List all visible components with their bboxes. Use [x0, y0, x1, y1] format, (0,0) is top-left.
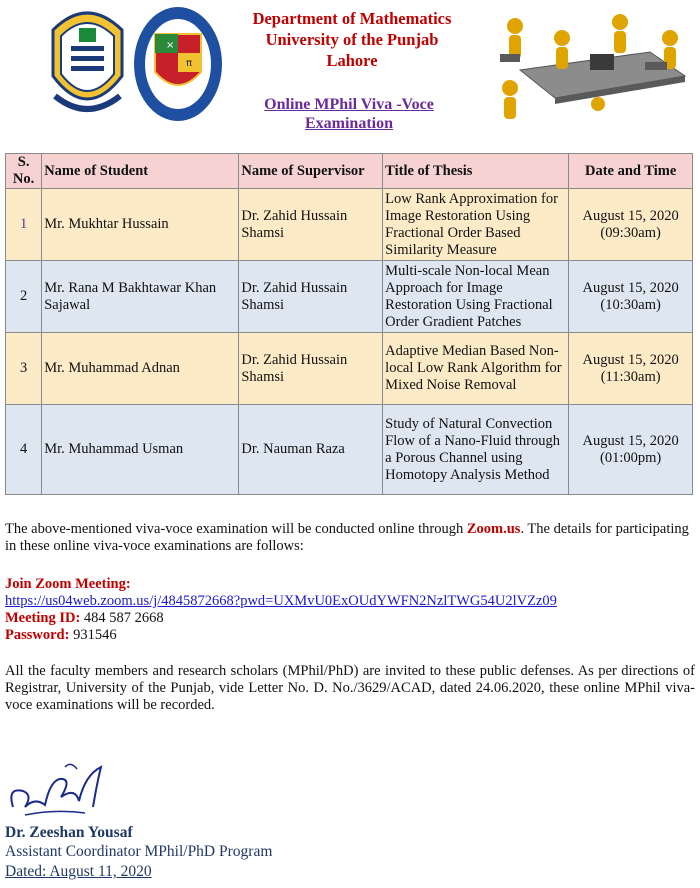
meeting-id-line: [5, 610, 695, 627]
city-name: Lahore: [326, 51, 378, 70]
cell-time: (09:30am): [600, 224, 661, 241]
exam-title: [214, 95, 484, 133]
notice-text-after: . The details for participating in these online viva-voce examinations are follows:: [5, 521, 689, 554]
cell-datetime: [569, 189, 693, 261]
join-zoom-label: Join Zoom Meeting:: [5, 576, 131, 592]
table-row: [6, 405, 693, 495]
header-supervisor: Name of Supervisor: [239, 154, 383, 189]
meeting-id-value: 484 587 2668: [83, 610, 164, 626]
header-sno-line1: S.: [17, 154, 30, 170]
cell-date: August 15, 2020: [582, 207, 679, 224]
viva-schedule-table: [5, 153, 693, 495]
closing-paragraph: All the faculty members and research scholars (MPhil/PhD) are invited to these public defenses. As per directions of Registrar, University of the Punjab, vide Letter No. D. No./3629/ACAD, dated 24.06.2020, these online MPhil viva-voce examinations will be recorded.: [5, 663, 695, 713]
university-logo-icon: [45, 4, 130, 122]
table-row: [6, 333, 693, 405]
cell-thesis: Multi-scale Non-local Mean Approach for Image Restoration Using Fractional Order Gradient Patches: [383, 261, 569, 333]
zoom-meeting-link[interactable]: https://us04web.zoom.us/j/4845872668?pwd=UXMvU0ExOUdYWFN2NzlTWG54U2lVZz09: [5, 593, 557, 609]
cell-supervisor: Dr. Zahid Hussain Shamsi: [239, 189, 383, 261]
cell-date: August 15, 2020: [582, 351, 679, 368]
header-sno: [6, 154, 42, 189]
meeting-illustration-icon: [480, 4, 695, 122]
cell-supervisor: Dr. Nauman Raza: [239, 405, 383, 495]
cell-date: August 15, 2020: [582, 432, 679, 449]
notice-text-before: The above-mentioned viva-voce examination will be conducted online through: [5, 521, 467, 537]
header-thesis: Title of Thesis: [383, 154, 569, 189]
letterhead: [0, 0, 700, 140]
password-line: [5, 627, 695, 644]
exam-title-line1: Online MPhil Viva -Voce: [264, 96, 434, 113]
cell-thesis: Study of Natural Convection Flow of a Nano-Fluid through a Porous Channel using Homotopy Analysis Method: [383, 405, 569, 495]
cell-time: (01:00pm): [600, 449, 662, 466]
password-value: 931546: [73, 627, 117, 643]
signature-icon: [5, 757, 115, 825]
department-heading: [214, 8, 490, 71]
table-header-row: [6, 154, 693, 189]
signatory-role: Assistant Coordinator MPhil/PhD Program: [5, 843, 273, 860]
cell-student: Mr. Rana M Bakhtawar Khan Sajawal: [42, 261, 239, 333]
department-seal-icon: [132, 4, 224, 124]
cell-student: Mr. Muhammad Usman: [42, 405, 239, 495]
svg-text:×: ×: [166, 40, 175, 51]
cell-datetime: [569, 261, 693, 333]
cell-thesis: Adaptive Median Based Non-local Low Rank Algorithm for Mixed Noise Removal: [383, 333, 569, 405]
cell-student: Mr. Mukhtar Hussain: [42, 189, 239, 261]
department-name: Department of Mathematics: [252, 9, 452, 28]
university-name: University of the Punjab: [265, 30, 439, 49]
header-datetime: Date and Time: [569, 154, 693, 189]
cell-datetime: [569, 405, 693, 495]
cell-datetime: [569, 333, 693, 405]
cell-sno: 3: [6, 333, 42, 405]
cell-student: Mr. Muhammad Adnan: [42, 333, 239, 405]
cell-time: (11:30am): [600, 368, 661, 385]
signature-date: Dated: August 11, 2020: [5, 863, 152, 880]
header-student: Name of Student: [42, 154, 239, 189]
cell-sno: 2: [6, 261, 42, 333]
zoom-word: Zoom.us: [466, 521, 521, 537]
zoom-details: [5, 576, 695, 644]
meeting-id-label: Meeting ID:: [5, 610, 81, 626]
table-row: [6, 189, 693, 261]
cell-thesis: Low Rank Approximation for Image Restoration Using Fractional Order Based Similarity Measure: [383, 189, 569, 261]
header-sno-line2: No.: [12, 171, 35, 187]
table-row: [6, 261, 693, 333]
notice-paragraph: [5, 521, 695, 555]
password-label: Password:: [5, 627, 70, 643]
cell-sno: 4: [6, 405, 42, 495]
cell-supervisor: Dr. Zahid Hussain Shamsi: [239, 333, 383, 405]
signatory-name: Dr. Zeeshan Yousaf: [5, 824, 133, 841]
cell-time: (10:30am): [600, 296, 661, 313]
exam-title-line2: Examination: [304, 115, 393, 132]
cell-supervisor: Dr. Zahid Hussain Shamsi: [239, 261, 383, 333]
cell-date: August 15, 2020: [582, 279, 679, 296]
cell-sno: 1: [6, 189, 42, 261]
svg-text:π: π: [186, 58, 193, 69]
